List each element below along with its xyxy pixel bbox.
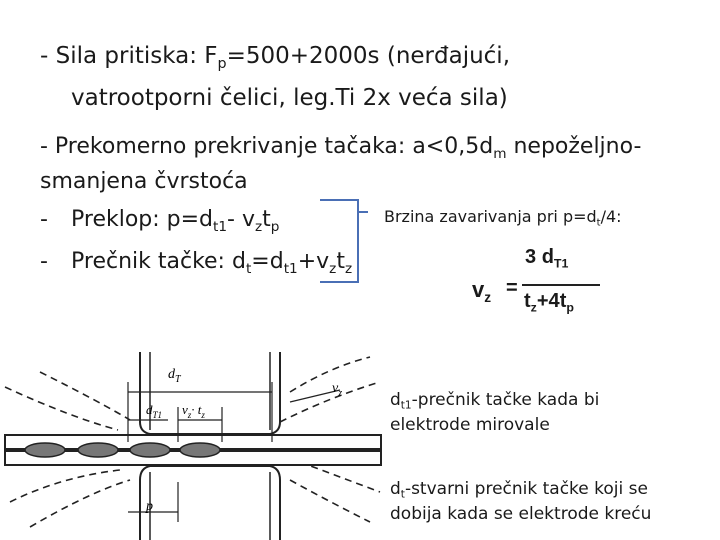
speed-formula: [470, 244, 600, 324]
label-p: p: [146, 499, 153, 514]
subscript: z: [344, 260, 353, 277]
text: t: [524, 290, 531, 312]
dashed-arc: [10, 470, 120, 502]
bullet-force-text: - Sila pritiska: F: [40, 43, 218, 69]
weld-nugget: [78, 443, 118, 457]
subscript: p: [270, 218, 280, 235]
label-vz: $v_z$: [332, 381, 343, 399]
dashed-arc: [280, 382, 380, 422]
subscript: p: [566, 300, 574, 315]
label-dT: $d_T$: [168, 367, 181, 385]
subscript: m: [493, 145, 507, 162]
text: v: [472, 277, 485, 302]
text: d: [390, 479, 401, 499]
formula-denominator: [524, 290, 574, 313]
text: t: [559, 290, 567, 312]
text: -prečnik tačke kada bi: [411, 390, 600, 410]
subscript: z: [530, 300, 537, 315]
caption-dt1: [390, 388, 599, 438]
text: =d: [251, 249, 284, 274]
bracket-connector: [297, 196, 390, 286]
text: dobija kada se elektrode kreću: [390, 504, 652, 524]
dashed-arc: [5, 387, 118, 430]
bullet-overlap-text-rest: nepoželjno-: [506, 134, 642, 159]
subscript: z: [484, 289, 492, 305]
weld-nugget: [130, 443, 170, 457]
dashed-arc: [40, 372, 130, 420]
fraction-bar: [522, 284, 600, 286]
bullet-overlap-line2: smanjena čvrstoća: [40, 169, 248, 194]
text: - v: [227, 207, 255, 232]
lower-electrode: [140, 466, 280, 540]
dash: -: [40, 249, 48, 274]
bullet-force: [40, 42, 510, 71]
text: 3: [525, 246, 537, 268]
text: +4: [536, 290, 560, 312]
bullet-overlap: [40, 133, 641, 160]
dashed-arc: [300, 462, 380, 492]
speed-note: [384, 207, 622, 229]
text: -stvarni prečnik tačke koji se: [404, 479, 648, 499]
text: +v: [297, 249, 330, 274]
formula-lhs: [472, 277, 491, 303]
text: elektrode mirovale: [390, 415, 550, 435]
label-vz-tz: $v_z\cdot t_z$: [182, 402, 205, 420]
subscript: t: [245, 260, 252, 277]
bullet-lap: [40, 206, 279, 233]
bullet-force-text-rest: =500+2000s (nerđajući,: [226, 43, 511, 69]
weld-diagram: [0, 352, 386, 540]
text: t: [336, 249, 345, 274]
formula-numerator: [525, 246, 568, 269]
upper-electrode: [140, 352, 280, 434]
subscript: t: [400, 488, 405, 501]
text: Prečnik tačke: d: [71, 249, 246, 274]
text: d: [390, 390, 401, 410]
dashed-arc: [290, 357, 370, 392]
text: Preklop: p=d: [71, 207, 214, 232]
bullet-overlap-text: - Prekomerno prekrivanje tačaka: a<0,5d: [40, 134, 494, 159]
subscript: z: [329, 260, 337, 277]
subscript: t: [596, 217, 601, 229]
weld-nugget: [180, 443, 220, 457]
weld-nugget: [25, 443, 65, 457]
subscript: T1: [553, 256, 569, 271]
caption-dt: [390, 477, 651, 527]
text: /4:: [600, 207, 622, 226]
label-dT1: $d_{T1}$: [146, 402, 163, 420]
dash: -: [40, 207, 48, 232]
subscript: t1: [283, 260, 298, 277]
subscript: p: [217, 55, 227, 72]
dashed-arc: [290, 480, 370, 522]
text: d: [541, 246, 554, 268]
subscript: t1: [400, 399, 412, 412]
text: t: [262, 207, 271, 232]
formula-equals: =: [506, 277, 518, 299]
subscript: z: [255, 218, 263, 235]
bullet-force-line2: vatrootporni čelici, leg.Ti 2x veća sila): [71, 85, 508, 111]
text: Brzina zavarivanja pri p=d: [384, 207, 597, 226]
subscript: t1: [213, 218, 228, 235]
